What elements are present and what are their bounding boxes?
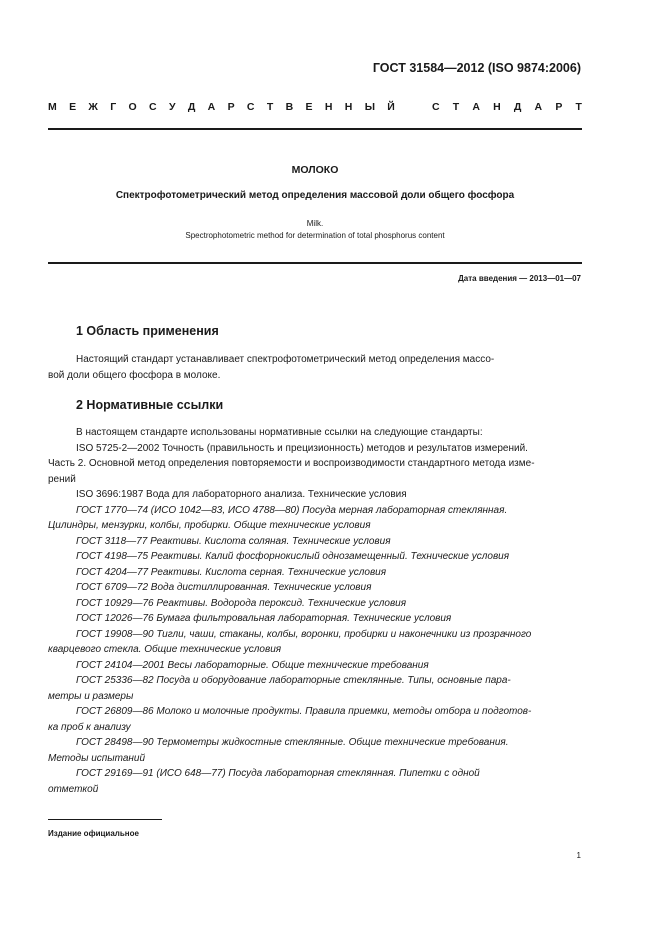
banner-letter: Т <box>452 101 460 113</box>
text-line: ГОСТ 25336—82 Посуда и оборудование лабораторные стеклянные. Типы, основные пара- <box>76 675 511 686</box>
text-line: вой доли общего фосфора в молоке. <box>48 369 221 381</box>
text-line: отметкой <box>48 783 99 795</box>
banner-letter: Ж <box>88 101 98 113</box>
text-line: ГОСТ 28498—90 Термометры жидкостные стеклянные. Общие технические требования. <box>76 737 509 748</box>
interstate-standard-banner <box>48 101 582 113</box>
section-heading: 1 Область применения <box>76 324 219 338</box>
banner-letter: У <box>168 101 176 113</box>
text-line: ГОСТ 6709—72 Вода дистиллированная. Технические условия <box>76 582 372 593</box>
section-1-body <box>48 352 582 383</box>
official-edition-label: Издание официальное <box>48 829 139 838</box>
banner-letter: Н <box>344 101 353 113</box>
text-line: ка проб к анализу <box>48 721 131 733</box>
text-line: ГОСТ 19908—90 Тигли, чаши, стаканы, колбы, воронки, пробирки и наконечники из прозрачного <box>76 628 532 640</box>
footer-rule <box>48 819 162 820</box>
text-line: В настоящем стандарте использованы нормативные ссылки на следующие стандарты: <box>76 427 483 438</box>
standard-word <box>432 101 582 113</box>
standard-designation: ГОСТ 31584—2012 (ISO 9874:2006) <box>372 61 581 75</box>
banner-letter: Е <box>305 101 313 113</box>
banner-letter: Й <box>387 101 395 113</box>
text-line: ГОСТ 29169—91 (ИСО 648—77) Посуда лабораторная стеклянная. Пипетки с одной <box>76 768 480 779</box>
text-line: Методы испытаний <box>48 752 146 764</box>
text-span: Настоящий стандарт устанавливает спектрофотометрический метод определения массо- <box>76 354 495 365</box>
text-line: ГОСТ 4198—75 Реактивы. Калий фосфорнокислый однозамещенный. Технические условия <box>76 551 510 562</box>
banner-letter: Т <box>266 101 274 113</box>
text-line: ГОСТ 3118—77 Реактивы. Кислота соляная. Технические условия <box>76 535 391 547</box>
banner-letter: Т <box>575 101 582 113</box>
banner-letter: Д <box>187 101 196 113</box>
banner-letter: С <box>149 101 157 113</box>
text-line: метры и размеры <box>48 690 134 702</box>
english-title: Milk. <box>306 219 324 228</box>
text-line: ГОСТ 4204—77 Реактивы. Кислота серная. Технические условия <box>76 566 387 578</box>
text-line: ISO 5725-2—2002 Точность (правильность и прецизионность) методов и результатов измерений. <box>76 442 528 454</box>
banner-letter: А <box>472 101 480 113</box>
text-line: рений <box>48 473 76 485</box>
section-heading: 2 Нормативные ссылки <box>76 398 224 412</box>
title-rule <box>48 262 582 264</box>
banner-letter: О <box>128 101 137 113</box>
document-subtitle: Спектрофотометрический метод определения массовой доли общего фосфора <box>115 190 515 201</box>
text-line <box>48 352 582 368</box>
banner-letter: Р <box>227 101 235 113</box>
banner-letter: С <box>432 101 440 113</box>
banner-letter: А <box>207 101 216 113</box>
banner-letter: Д <box>513 101 522 113</box>
text-line: ГОСТ 26809—86 Молоко и молочные продукты. Правила приемки, методы отбора и подготов- <box>76 706 532 717</box>
text-line: ГОСТ 1770—74 (ИСО 1042—83, ИСО 4788—80) Посуда мерная лабораторная стеклянная. <box>76 504 508 516</box>
banner-letter: В <box>285 101 294 113</box>
banner-letter: Р <box>555 101 563 113</box>
introduction-date: Дата введения — 2013—01—07 <box>458 274 581 283</box>
interstate-word <box>48 101 395 113</box>
text-line: кварцевого стекла. Общие технические условия <box>48 644 282 655</box>
banner-letter: Е <box>69 101 77 113</box>
text-line: Цилиндры, мензурки, колбы, пробирки. Общие технические условия <box>48 520 371 531</box>
english-subtitle: Spectrophotometric method for determination of total phosphorus content <box>185 231 445 240</box>
banner-letter: Г <box>110 101 117 113</box>
text-line: ГОСТ 24104—2001 Весы лабораторные. Общие технические требования <box>76 659 429 671</box>
document-title: МОЛОКО <box>291 164 339 176</box>
text-line: Часть 2. Основной метод определения повторяемости и воспроизводимости стандартного метода изме- <box>48 458 535 469</box>
banner-letter: Ы <box>364 101 375 113</box>
text-line: ГОСТ 12026—76 Бумага фильтровальная лабораторная. Технические условия <box>76 613 452 624</box>
page-number: 1 <box>576 851 581 860</box>
banner-letter: Н <box>493 101 501 113</box>
banner-letter: М <box>48 101 57 113</box>
header-rule <box>48 128 582 130</box>
text-line: ГОСТ 10929—76 Реактивы. Водорода пероксид. Технические условия <box>76 597 407 609</box>
banner-letter: А <box>534 101 543 113</box>
banner-letter: С <box>246 101 255 113</box>
section-2-body <box>48 425 582 797</box>
banner-letter: Н <box>324 101 333 113</box>
text-line: ISO 3696:1987 Вода для лабораторного анализа. Технические условия <box>76 489 407 500</box>
